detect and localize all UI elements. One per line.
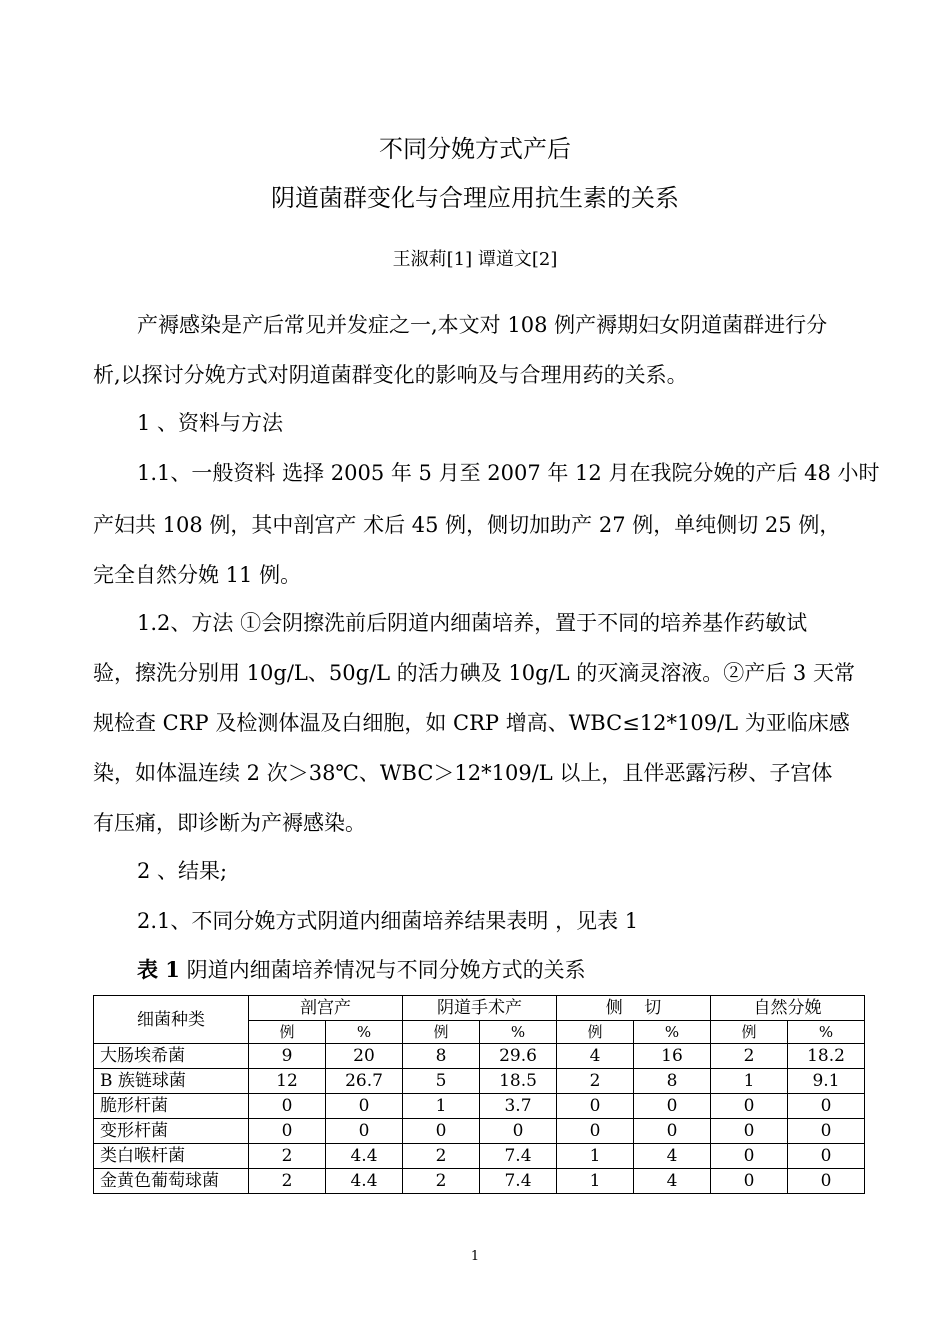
table-cell: 2 xyxy=(557,1069,634,1094)
table-cell: 0 xyxy=(788,1119,865,1144)
paragraph-line: 1.2、方法 ①会阴擦洗前后阴道内细菌培养，置于不同的培养基作药敏试 xyxy=(137,611,808,635)
table-cell: 3.7 xyxy=(480,1094,557,1119)
table-cell: 1 xyxy=(403,1094,480,1119)
table-cell: 0 xyxy=(634,1094,711,1119)
table-cell: 0 xyxy=(249,1094,326,1119)
page-number: 1 xyxy=(470,1249,480,1264)
table-cell: 18.5 xyxy=(480,1069,557,1094)
section-heading: 1 、资料与方法 xyxy=(137,411,284,435)
table-cell: 4 xyxy=(557,1044,634,1069)
subheader-cell: 例 xyxy=(249,1021,326,1044)
document-title-line-1: 不同分娩方式产后 xyxy=(379,135,571,163)
table-cell: 0 xyxy=(403,1119,480,1144)
table-cell: 0 xyxy=(326,1094,403,1119)
table-cell: 4 xyxy=(634,1144,711,1169)
subheader-cell: 例 xyxy=(403,1021,480,1044)
paragraph-line: 规检查 CRP 及检测体温及白细胞，如 CRP 增高、WBC≤12*109/L 为亚临床感 xyxy=(93,711,850,735)
table-cell: 0 xyxy=(249,1119,326,1144)
paragraph-line: 产褥感染是产后常见并发症之一,本文对 108 例产褥期妇女阴道菌群进行分 xyxy=(137,313,828,337)
table-cell: 0 xyxy=(711,1119,788,1144)
paragraph-line: 产妇共 108 例，其中剖宫产 术后 45 例，侧切加助产 27 例，单纯侧切 25 例， xyxy=(93,513,841,537)
table-row xyxy=(94,1169,865,1194)
table-cell: 2 xyxy=(711,1044,788,1069)
paragraph-line: 验，擦洗分别用 10g/L、50g/L 的活力碘及 10g/L 的灭滴灵溶液。②产后 3 天常 xyxy=(93,661,855,685)
table-cell: 0 xyxy=(634,1119,711,1144)
table-cell: 1 xyxy=(557,1169,634,1194)
table-cell: 2 xyxy=(403,1144,480,1169)
header-bacteria-type: 细菌种类 xyxy=(94,996,249,1044)
table-cell: 0 xyxy=(788,1094,865,1119)
table-cell: 0 xyxy=(557,1094,634,1119)
table-cell: 29.6 xyxy=(480,1044,557,1069)
table-caption-label: 表 1 xyxy=(137,957,180,982)
table-cell: 9 xyxy=(249,1044,326,1069)
header-group-episiotomy: 侧 切 xyxy=(557,996,711,1021)
bacteria-name-cell: 金黄色葡萄球菌 xyxy=(94,1169,249,1194)
table-body xyxy=(94,1044,865,1194)
table-cell: 20 xyxy=(326,1044,403,1069)
table-cell: 8 xyxy=(634,1069,711,1094)
table-cell: 1 xyxy=(711,1069,788,1094)
header-group-vaginal-operative: 阴道手术产 xyxy=(403,996,557,1021)
authors: 王淑莉[1] 谭道文[2] xyxy=(392,249,558,270)
section-heading: 2 、结果; xyxy=(137,859,228,883)
paragraph-line: 染，如体温连续 2 次＞38℃、WBC＞12*109/L 以上，且伴恶露污秽、子宫体 xyxy=(93,761,833,785)
table-cell: 0 xyxy=(557,1119,634,1144)
table-cell: 7.4 xyxy=(480,1144,557,1169)
table-row xyxy=(94,1094,865,1119)
paragraph-line: 完全自然分娩 11 例。 xyxy=(93,563,302,587)
subheader-cell: 例 xyxy=(557,1021,634,1044)
subheader-cell: % xyxy=(480,1021,557,1044)
table-cell: 0 xyxy=(711,1169,788,1194)
subheader-cell: % xyxy=(634,1021,711,1044)
table-cell: 9.1 xyxy=(788,1069,865,1094)
table-cell: 7.4 xyxy=(480,1169,557,1194)
table-caption xyxy=(137,956,586,984)
header-group-natural: 自然分娩 xyxy=(711,996,865,1021)
table-cell: 0 xyxy=(711,1144,788,1169)
subheader-cell: % xyxy=(788,1021,865,1044)
table-cell: 0 xyxy=(788,1144,865,1169)
bacteria-culture-table xyxy=(93,995,865,1194)
table-caption-text: 阴道内细菌培养情况与不同分娩方式的关系 xyxy=(179,958,586,982)
paragraph-line: 2.1、不同分娩方式阴道内细菌培养结果表明 ，见表 1 xyxy=(137,909,639,933)
paragraph-line: 有压痛，即诊断为产褥感染。 xyxy=(93,811,366,835)
table-cell: 12 xyxy=(249,1069,326,1094)
table-cell: 16 xyxy=(634,1044,711,1069)
table-cell: 5 xyxy=(403,1069,480,1094)
table-cell: 26.7 xyxy=(326,1069,403,1094)
table-row xyxy=(94,1069,865,1094)
table-cell: 2 xyxy=(403,1169,480,1194)
subheader-cell: 例 xyxy=(711,1021,788,1044)
table-cell: 1 xyxy=(557,1144,634,1169)
table-cell: 4.4 xyxy=(326,1169,403,1194)
bacteria-name-cell: 类白喉杆菌 xyxy=(94,1144,249,1169)
header-group-cesarean: 剖宫产 xyxy=(249,996,403,1021)
table-cell: 18.2 xyxy=(788,1044,865,1069)
table-cell: 8 xyxy=(403,1044,480,1069)
paragraph-line: 析,以探讨分娩方式对阴道菌群变化的影响及与合理用药的关系。 xyxy=(93,363,688,387)
table-header-row xyxy=(94,996,865,1021)
table-cell: 4 xyxy=(634,1169,711,1194)
bacteria-name-cell: 大肠埃希菌 xyxy=(94,1044,249,1069)
table-cell: 0 xyxy=(326,1119,403,1144)
bacteria-name-cell: B 族链球菌 xyxy=(94,1069,249,1094)
subheader-cell: % xyxy=(326,1021,403,1044)
table-cell: 0 xyxy=(480,1119,557,1144)
table-cell: 0 xyxy=(788,1169,865,1194)
table-cell: 2 xyxy=(249,1169,326,1194)
table-cell: 0 xyxy=(711,1094,788,1119)
paragraph-line: 1.1、一般资料 选择 2005 年 5 月至 2007 年 12 月在我院分娩的产后 48 小时 xyxy=(137,461,880,485)
table-row xyxy=(94,1119,865,1144)
table-row xyxy=(94,1044,865,1069)
table-row xyxy=(94,1144,865,1169)
table-cell: 4.4 xyxy=(326,1144,403,1169)
bacteria-name-cell: 脆形杆菌 xyxy=(94,1094,249,1119)
bacteria-name-cell: 变形杆菌 xyxy=(94,1119,249,1144)
table-cell: 2 xyxy=(249,1144,326,1169)
document-title-line-2: 阴道菌群变化与合理应用抗生素的关系 xyxy=(271,184,679,212)
